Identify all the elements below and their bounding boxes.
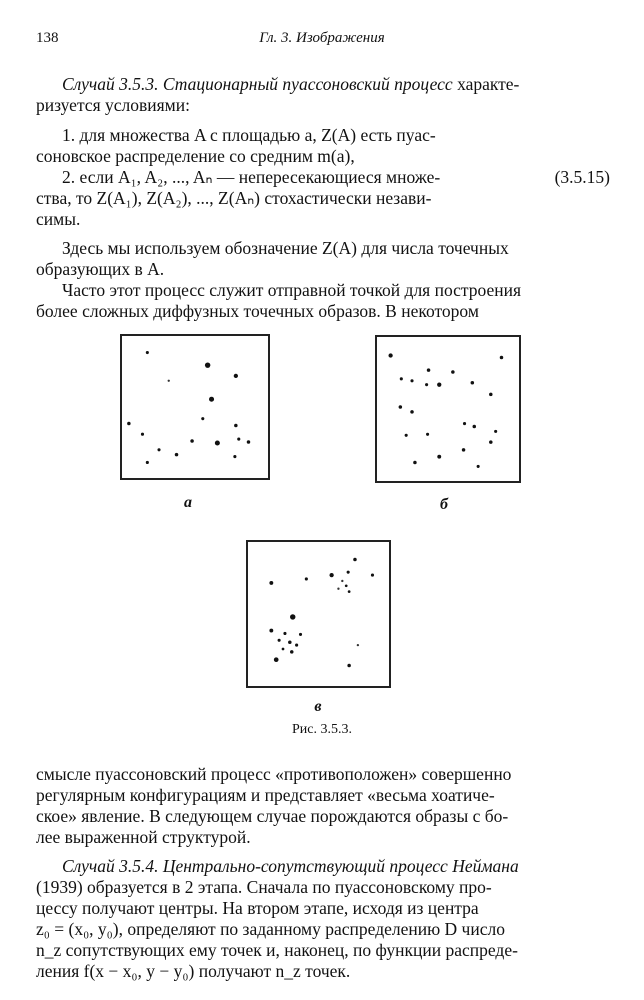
figure-panel-c bbox=[246, 540, 391, 688]
case-3-5-4-line5: n_z сопутствующих ему точек и, наконец, по функции распреде- bbox=[36, 940, 518, 960]
para3-line1: смысле пуассоновский процесс «противоположен» совершенно bbox=[36, 764, 512, 784]
case-3-5-4-line2: (1939) образуется в 2 этапа. Сначала по пуассоновскому про- bbox=[36, 877, 492, 897]
point-pattern-b bbox=[377, 337, 519, 481]
running-head: Гл. 3. Изображения bbox=[259, 30, 385, 46]
para2-line2: более сложных диффузных точечных образов. В некотором bbox=[36, 301, 479, 321]
point-pattern-a bbox=[122, 336, 268, 478]
para1-line2: образующих в A. bbox=[36, 259, 165, 279]
figure-panel-a bbox=[120, 334, 270, 480]
case-3-5-4-line6: ления f(x − x₀, y − y₀) получают n_z точек. bbox=[36, 961, 351, 981]
condition-2-line2: ства, то Z(A₁), Z(A₂), ..., Z(Aₙ) стохастически незави- bbox=[36, 188, 432, 208]
condition-2-line3: симы. bbox=[36, 209, 81, 229]
condition-1-line1: 1. для множества A с площадью a, Z(A) есть пуас- bbox=[62, 125, 436, 145]
point-pattern-c bbox=[248, 542, 389, 686]
figure-label-a: а bbox=[184, 494, 192, 511]
case-3-5-3-lead: Случай 3.5.3. Стационарный пуассоновский процесс характе- bbox=[62, 74, 520, 94]
figure-label-b: б bbox=[440, 496, 448, 513]
case-3-5-4-line3: цессу получают центры. На втором этапе, исходя из центра bbox=[36, 898, 479, 918]
equation-number: (3.5.15) bbox=[554, 167, 610, 187]
figure-caption: Рис. 3.5.3. bbox=[292, 722, 352, 737]
para3-line4: лее выраженной структурой. bbox=[36, 827, 251, 847]
case-3-5-4-title: Случай 3.5.4. Центрально-сопутствующий процесс Неймана bbox=[62, 856, 519, 876]
para1-line1: Здесь мы используем обозначение Z(A) для числа точечных bbox=[62, 238, 509, 258]
figure-label-c: в bbox=[314, 698, 322, 715]
para3-line3: ское» явление. В следующем случае порождаются образы с бо- bbox=[36, 806, 509, 826]
para3-line2: регулярным конфигурациям и представляет «весьма хоатиче- bbox=[36, 785, 495, 805]
case-3-5-3-line2: ризуется условиями: bbox=[36, 95, 190, 115]
para2-line1: Часто этот процесс служит отправной точкой для построения bbox=[62, 280, 522, 300]
condition-2-line1: 2. если A₁, A₂, ..., Aₙ — непересекающиеся множе- bbox=[62, 167, 441, 187]
case-3-5-4-line4: z₀ = (x₀, y₀), определяют по заданному распределению D число bbox=[36, 919, 505, 939]
page-header bbox=[36, 30, 608, 54]
figure-panel-b bbox=[375, 335, 521, 483]
case-3-5-3-title: Случай 3.5.3. Стационарный пуассоновский процесс bbox=[62, 74, 453, 94]
page-number: 138 bbox=[36, 30, 59, 46]
condition-1-line2: соновское распределение со средним m(a), bbox=[36, 146, 355, 166]
